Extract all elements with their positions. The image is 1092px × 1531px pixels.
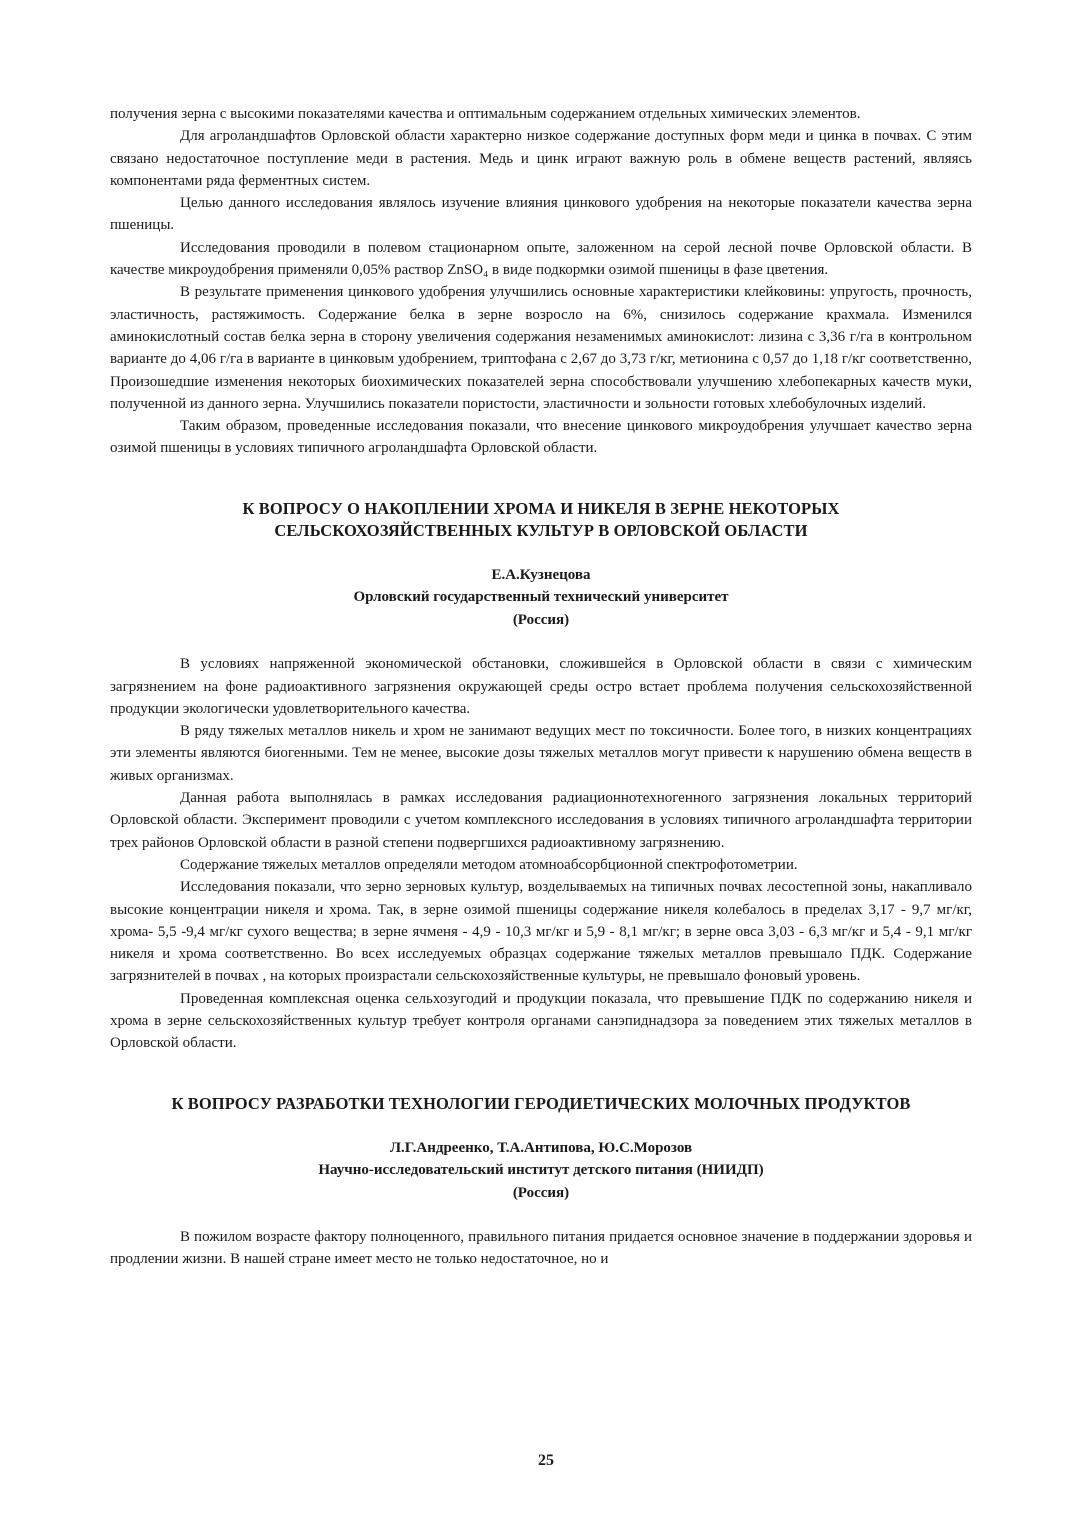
article1-title-line2: СЕЛЬСКОХОЗЯЙСТВЕННЫХ КУЛЬТУР В ОРЛОВСКОЙ ОБЛАСТИ (274, 520, 808, 540)
article2-paragraph-1: В пожилом возрасте фактору полноценного, правильного питания придается основное значение в поддержании здоровья и продлении жизни. В нашей стране имеет место не только недостаточное, но и (110, 1229, 972, 1268)
article2-affiliation: Научно-исследовательский институт детского питания (НИИДП) (318, 1162, 764, 1179)
article1-paragraph-2: В ряду тяжелых металлов никель и хром не занимают ведущих мест по токсичности. Более того, в низких концентрациях эти элементы являются биогенными. Тем не менее, высокие дозы тяжелых металлов могут привести к нарушению обмена веществ в живых организмах. (110, 723, 972, 784)
article1-author: Е.А.Кузнецова (491, 566, 591, 583)
intro-paragraph-5: В результате применения цинкового удобрения улучшились основные характеристики клейковины: упругость, прочность, эластичность, растяжимость. Содержание белка в зерне возросло на 6%, снизилось содержание крахмала. Изменился аминокислотный состав белка зерна в сторону увеличения содержания незаменимых аминокислот: лизина с 3,36 г/га в контрольном варианте до 4,06 г/га в варианте в цинковым удобрением, триптофана с 2,67 до 3,73 г/кг, метионина с 0,57 до 1,18 г/кг соответственно, Произошедшие изменения некоторых биохимических показателей зерна способствовали улучшению хлебопекарных качеств муки, полученной из данного зерна. Улучшились показатели пористости, эластичности и зольности готовых хлебобулочных изделий. (110, 284, 972, 412)
article1-paragraph-6: Проведенная комплексная оценка сельхозугодий и продукции показала, что превышение ПДК по содержанию никеля и хрома в зерне сельскохозяйственных культур требует контроля органами санэпиднадзора за поведением этих тяжелых металлов в Орловской области. (110, 990, 972, 1052)
article-gerodietetic-dairy (110, 1093, 972, 1271)
page-content (110, 103, 972, 1271)
intro-paragraph-6: Таким образом, проведенные исследования показали, что внесение цинкового микроудобрения улучшает качество зерна озимой пшеницы в условиях типичного агроландшафта Орловской области. (110, 418, 972, 457)
previous-article-continuation (110, 103, 972, 460)
article1-paragraph-4: Содержание тяжелых металлов определяли методом атомноабсорбционной спектрофотометрии. (180, 856, 798, 873)
article1-title-line1: К ВОПРОСУ О НАКОПЛЕНИИ ХРОМА И НИКЕЛЯ В ЗЕРНЕ НЕКОТОРЫХ (242, 498, 840, 518)
article2-authors: Л.Г.Андреенко, Т.А.Антипова, Ю.С.Морозов (389, 1139, 693, 1156)
article-chromium-nickel (110, 498, 972, 1055)
article2-title: К ВОПРОСУ РАЗРАБОТКИ ТЕХНОЛОГИИ ГЕРОДИЕТИЧЕСКИХ МОЛОЧНЫХ ПРОДУКТОВ (171, 1093, 911, 1113)
intro-paragraph-4: Исследования проводили в полевом стационарном опыте, заложенном на серой лесной почве Орловской области. В качестве микроудобрения применяли 0,05% раствор ZnSO₄ в виде подкормки озимой пшеницы в фазе цветения. (110, 239, 972, 279)
article1-affiliation: Орловский государственный технический университет (353, 589, 729, 606)
article1-paragraph-1: В условиях напряженной экономической обстановки, сложившейся в Орловской области в связи с химическим загрязнением на фоне радиоактивного загрязнения окружающей среды остро встает проблема получения сельскохозяйственной продукции экологически удовлетворительного качества. (110, 656, 972, 717)
article2-country: (Россия) (512, 1184, 570, 1201)
article1-country: (Россия) (512, 611, 570, 628)
intro-paragraph-2: Для агроландшафтов Орловской области характерно низкое содержание доступных форм меди и цинка в почвах. С этим связано недостаточное поступление меди в растения. Медь и цинк играют важную роль в обмене веществ растений, являясь компонентами ряда ферментных систем. (110, 128, 972, 189)
intro-paragraph-3: Целью данного исследования являлось изучение влияния цинкового удобрения на некоторые показатели качества зерна пшеницы. (110, 195, 972, 234)
article1-paragraph-5: Исследования показали, что зерно зерновых культур, возделываемых на типичных почвах лесостепной зоны, накапливало высокие концентрации никеля и хрома. Так, в зерне озимой пшеницы содержание никеля колебалось в пределах 3,17 - 9,7 мг/кг, хрома- 5,5 -9,4 мг/кг сухого вещества; в зерне ячменя - 4,9 - 10,3 мг/кг и 5,9 - 8,1 мг/кг; в зерне овса 3,03 - 6,3 мг/кг и 5,4 - 9,1 мг/кг никеля и хрома соответственно. Во всех исследуемых образцах содержание тяжелых металлов превышало ПДК. Содержание загрязнителей в почвах , на которых произрастали сельскохозяйственные культуры, не превышало фоновый уровень. (110, 879, 972, 985)
page-number: 25 (538, 1452, 554, 1469)
article1-title (110, 498, 972, 542)
intro-paragraph-1: получения зерна с высокими показателями качества и оптимальным содержанием отдельных химических элементов. (110, 106, 861, 122)
article1-paragraph-3: Данная работа выполнялась в рамках исследования радиационнотехногенного загрязнения локальных территорий Орловской области. Эксперимент проводили с учетом комплексного исследования в условиях типичного агроландшафта территории трех районов Орловской области в разной степени подвергшихся радиоактивному загрязнению. (110, 790, 972, 851)
